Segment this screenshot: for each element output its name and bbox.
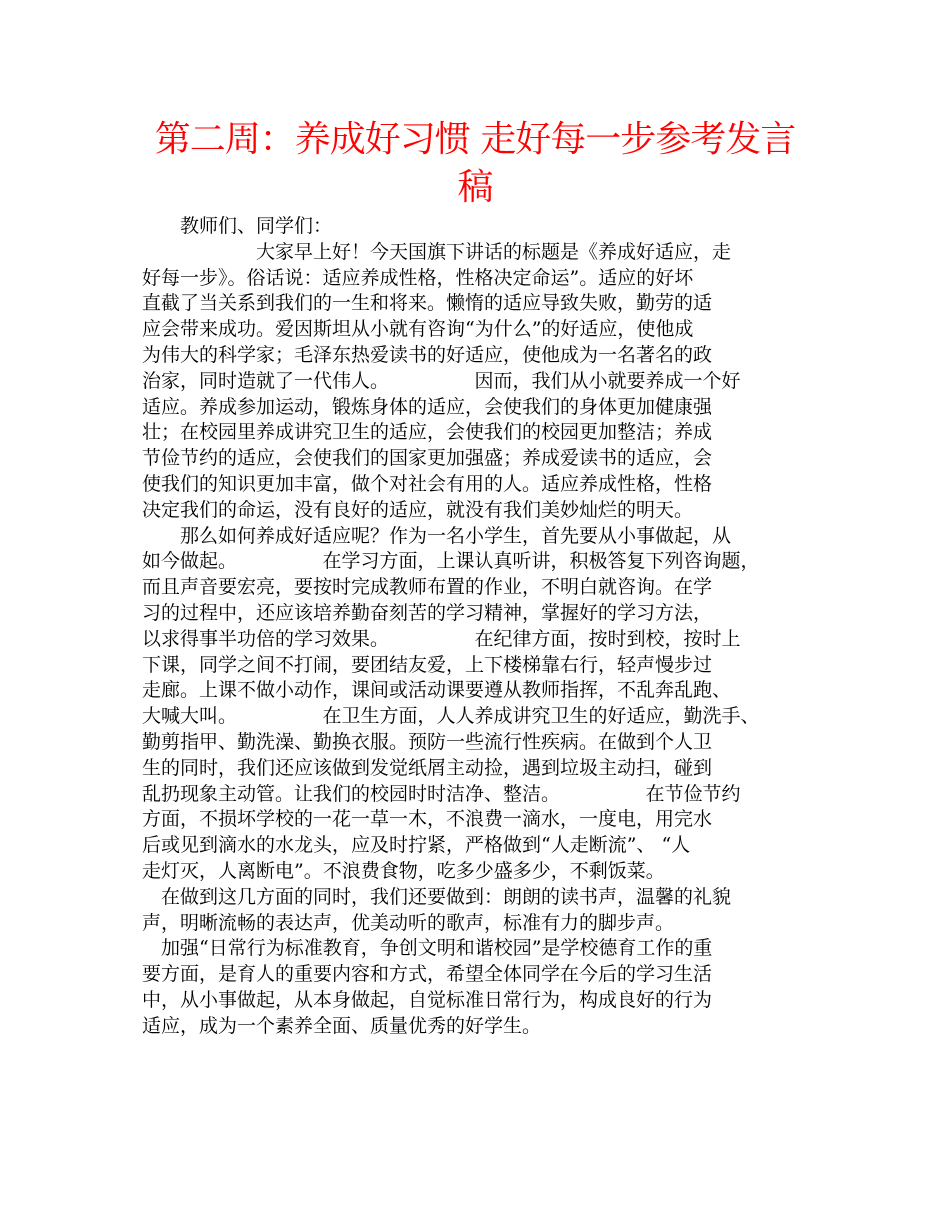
body-line: 而且声音要宏亮，要按时完成教师布置的作业，不明白就咨询。在学 — [142, 576, 713, 599]
body-line: 中，从小事做起，从本身做起，自觉标准日常行为，构成良好的行为 — [142, 988, 713, 1011]
body-line: 勤剪指甲、勤洗澡、勤换衣服。预防一些流行性疾病。在做到个人卫 — [142, 730, 713, 753]
body-line: 习的过程中，还应该培养勤奋刻苦的学习精神，掌握好的学习方法， — [142, 601, 713, 624]
document-title — [130, 116, 820, 212]
body-line: 为伟大的科学家；毛泽东热爱读书的好适应，使他成为一名著名的政 — [142, 343, 713, 366]
body-line: 生的同时，我们还应该做到发觉纸屑主动捡，遇到垃圾主动扫，碰到 — [142, 756, 713, 779]
body-line: 后或见到滴水的水龙头，应及时拧紧，严格做到“人走断流”、 “人 — [142, 834, 691, 857]
body-line: 应会带来成功。爱因斯坦从小就有咨询“为什么”的好适应，使他成 — [142, 318, 694, 341]
body-line: 使我们的知识更加丰富，做个对社会有用的人。适应养成性格，性格 — [142, 472, 713, 495]
body-line: 声，明晰流畅的表达声，优美动听的歌声，标准有力的脚步声。 — [142, 911, 675, 934]
body-line: 教师们、同学们： — [142, 215, 333, 237]
body-line: 如今做起。 在学习方面，上课认真听讲，积极答复下列咨询题， — [142, 550, 760, 573]
document-title-line-2: 稿 — [457, 167, 493, 208]
body-line: 直截了当关系到我们的一生和将来。懒惰的适应导致失败，勤劳的适 — [142, 292, 713, 315]
body-line: 好每一步》。俗话说：适应养成性格，性格决定命运”。适应的好坏 — [142, 266, 694, 289]
body-line: 乱扔现象主动管。让我们的校园时时洁净、整洁。 在节俭节约 — [142, 782, 741, 805]
body-line: 大喊大叫。 在卫生方面，人人养成讲究卫生的好适应，勤洗手、 — [142, 705, 760, 728]
body-line: 壮；在校园里养成讲究卫生的适应，会使我们的校园更加整洁；养成 — [142, 421, 713, 444]
body-line: 治家，同时造就了一代伟人。 因而，我们从小就要养成一个好 — [142, 369, 741, 392]
body-line: 加强“日常行为标准教育，争创文明和谐校园”是学校德育工作的重 — [142, 937, 713, 960]
body-line: 那么如何养成好适应呢？作为一名小学生，首先要从小事做起，从 — [142, 524, 732, 547]
body-line: 在做到这几方面的同时，我们还要做到：朗朗的读书声，温馨的礼貌 — [142, 885, 732, 908]
body-line: 节俭节约的适应，会使我们的国家更加强盛；养成爱读书的适应，会 — [142, 447, 713, 470]
document-title-line-1: 第二周：养成好习惯 走好每一步参考发言 — [154, 119, 796, 160]
body-line: 以求得事半功倍的学习效果。 在纪律方面，按时到校，按时上 — [142, 627, 741, 650]
body-line: 走灯灭，人离断电”。不浪费食物，吃多少盛多少，不剩饭菜。 — [142, 859, 665, 882]
body-line: 下课，同学之间不打闹，要团结友爱，上下楼梯靠右行，轻声慢步过 — [142, 653, 713, 676]
body-line: 走廊。上课不做小动作，课间或活动课要遵从教师指挥，不乱奔乱跑、 — [142, 679, 732, 702]
body-line: 方面，不损坏学校的一花一草一木，不浪费一滴水，一度电，用完水 — [142, 808, 713, 831]
document-body — [142, 214, 810, 1040]
body-line: 大家早上好！今天国旗下讲话的标题是《养成好适应，走 — [142, 240, 732, 263]
body-line: 决定我们的命运，没有良好的适应，就没有我们美妙灿烂的明天。 — [142, 498, 694, 521]
body-line: 适应。养成参加运动，锻炼身体的适应，会使我们的身体更加健康强 — [142, 395, 713, 418]
body-line: 适应，成为一个素养全面、质量优秀的好学生。 — [142, 1014, 542, 1037]
body-line: 要方面，是育人的重要内容和方式，希望全体同学在今后的学习生活 — [142, 963, 713, 986]
